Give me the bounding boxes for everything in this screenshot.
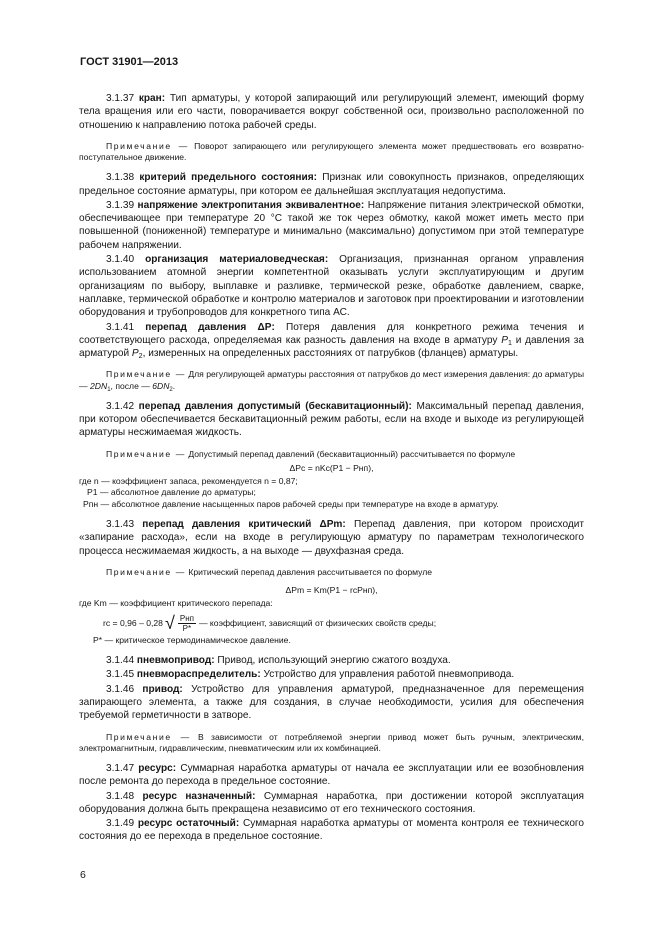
clause-3-1-39: 3.1.39 напряжение электропитания эквивалентное: Напряжение питания электрической обмотки, обеспечивающее при температуре 20 °С такой же ток через обмотку, какой может иметь место при повышенной (пониженной) температуре и минимально (максимально) допустимом при этой температуре рабочем напряжении. [79, 199, 585, 251]
clause-3-1-48: 3.1.48 ресурс назначенный: Суммарная наработка, при достижении которой эксплуатация оборудования должна быть прекращена независимо от его технического состояния. [79, 790, 585, 815]
note-3: Примечание — Допустимый перепад давлений (бескавитационный) рассчитывается по формуле [106, 448, 516, 459]
clause-3-1-40: 3.1.40 организация материаловедческая: Организация, признанная органом управления использованием атомной энергии компетентной оказывать услуги эксплуатирующим и другим организациям по выбору, выплавке и разливке, термической резке, обработке давлением, сварке, наплавке, термической обработке и контролю материалов и заготовок при проектировании и изготовлении оборудования и трубопроводов для конкретного типа АС. [79, 254, 585, 319]
def-p1: P1 — абсолютное давление до арматуры; [87, 487, 256, 498]
note-5: Примечание — В зависимости от потребляемой энергии привод может быть ручным, электрическим, электромагнитным, гидравлическим, пневматическим или их комбинацией. [79, 731, 584, 753]
document-body [79, 92, 584, 845]
note-2: Примечание — Для регулирующей арматуры расстояния от патрубков до мест измерения давления: до арматуры — $2DN_1$, после — $6DN_2$. [79, 369, 584, 393]
sqrt-sign: √ [164, 613, 175, 634]
clause-3-1-44: 3.1.44 пневмопривод: Привод, использующий энергию сжатого воздуха. [106, 655, 451, 667]
clause-3-1-38: 3.1.38 критерий предельного состояния: Признак или совокупность признаков, определяющих предельное состояние арматуры, при котором ее дальнейшая эксплуатация недопустима. [79, 172, 584, 197]
formula-rc: rc = 0,96 – 0,28 √ $\frac{\text{Pнп}}{P*}$ — коэффициент, зависящий от физических свойств среды; [103, 613, 437, 634]
def-pnp: Pпн — абсолютное давление насыщенных паров рабочей среды при температуре на входе в арматуру. [83, 498, 499, 509]
fraction: $\frac{\text{Pнп}}{P*}$ [179, 613, 194, 633]
page-number: 6 [80, 869, 86, 881]
clause-3-1-37: 3.1.37 кран: Тип арматуры, у которой запирающий или регулирующий элемент, имеющий форму тела вращения или его части, поворачивается вокруг собственной оси, произвольно расположенной по отношению к направлению потока рабочей среды. [79, 93, 584, 131]
standard-header: ГОСТ 31901—2013 [80, 56, 179, 68]
def-pstar: P* — критическое термодинамическое давление. [93, 634, 291, 645]
clause-3-1-41: 3.1.41 перепад давления ΔP: Потеря давления для конкретного режима течения и соответствующего расхода, определяемая как разность давления на входе в арматуру $P_1$ и давления за арматурой $P_2$, измеренных на определенных расстояниях от патрубков (фланцев) арматуры. [79, 321, 584, 361]
def-n: где n — коэффициент запаса, рекомендуется n = 0,87; [79, 475, 298, 486]
formula-delta-pc: ΔPc = nKc(P1 − Pнп), [289, 462, 374, 473]
clause-3-1-46: 3.1.46 привод: Устройство для управления арматурой, предназначенное для перемещения запирающего элемента, а также для создания, в случае необходимости, усилия для обеспечения требуемой герметичности в затворе. [79, 683, 584, 722]
clause-3-1-45: 3.1.45 пневмораспределитель: Устройство для управления работой пневмопривода. [106, 669, 515, 681]
clause-3-1-42: 3.1.42 перепад давления допустимый (бескавитационный): Максимальный перепад давления, при котором обеспечивается бескавитационный режим работы, если на входе и выходе из регулирующей арматуры несжимаемая жидкость. [79, 400, 584, 439]
clause-3-1-43: 3.1.43 перепад давления критический ΔPm: Перепад давления, при котором происходит «запирание расхода», если на входе в регулирующую арматуру по параметрам технологического процесса несжимаемая жидкость, а на выходе — двухфазная среда. [79, 519, 584, 557]
clause-3-1-49: 3.1.49 ресурс остаточный: Суммарная наработка арматуры от момента контроля ее технического состояния до ее перехода в предельное состояние. [79, 818, 585, 843]
formula-delta-pm: ΔPm = Km(P1 − rcPнп), [285, 585, 378, 596]
def-km: где Km — коэффициент критического перепада: [79, 598, 273, 609]
note-4: Примечание — Критический перепад давления рассчитывается по формуле [106, 567, 433, 578]
note-1: Примечание — Поворот запирающего или регулирующего элемента может предшествовать его возвратно-поступательное движение. [79, 140, 585, 163]
clause-3-1-47: 3.1.47 ресурс: Суммарная наработка арматуры от начала ее эксплуатации или ее возобновления после ремонта до перехода в предельное состояние. [79, 762, 585, 788]
